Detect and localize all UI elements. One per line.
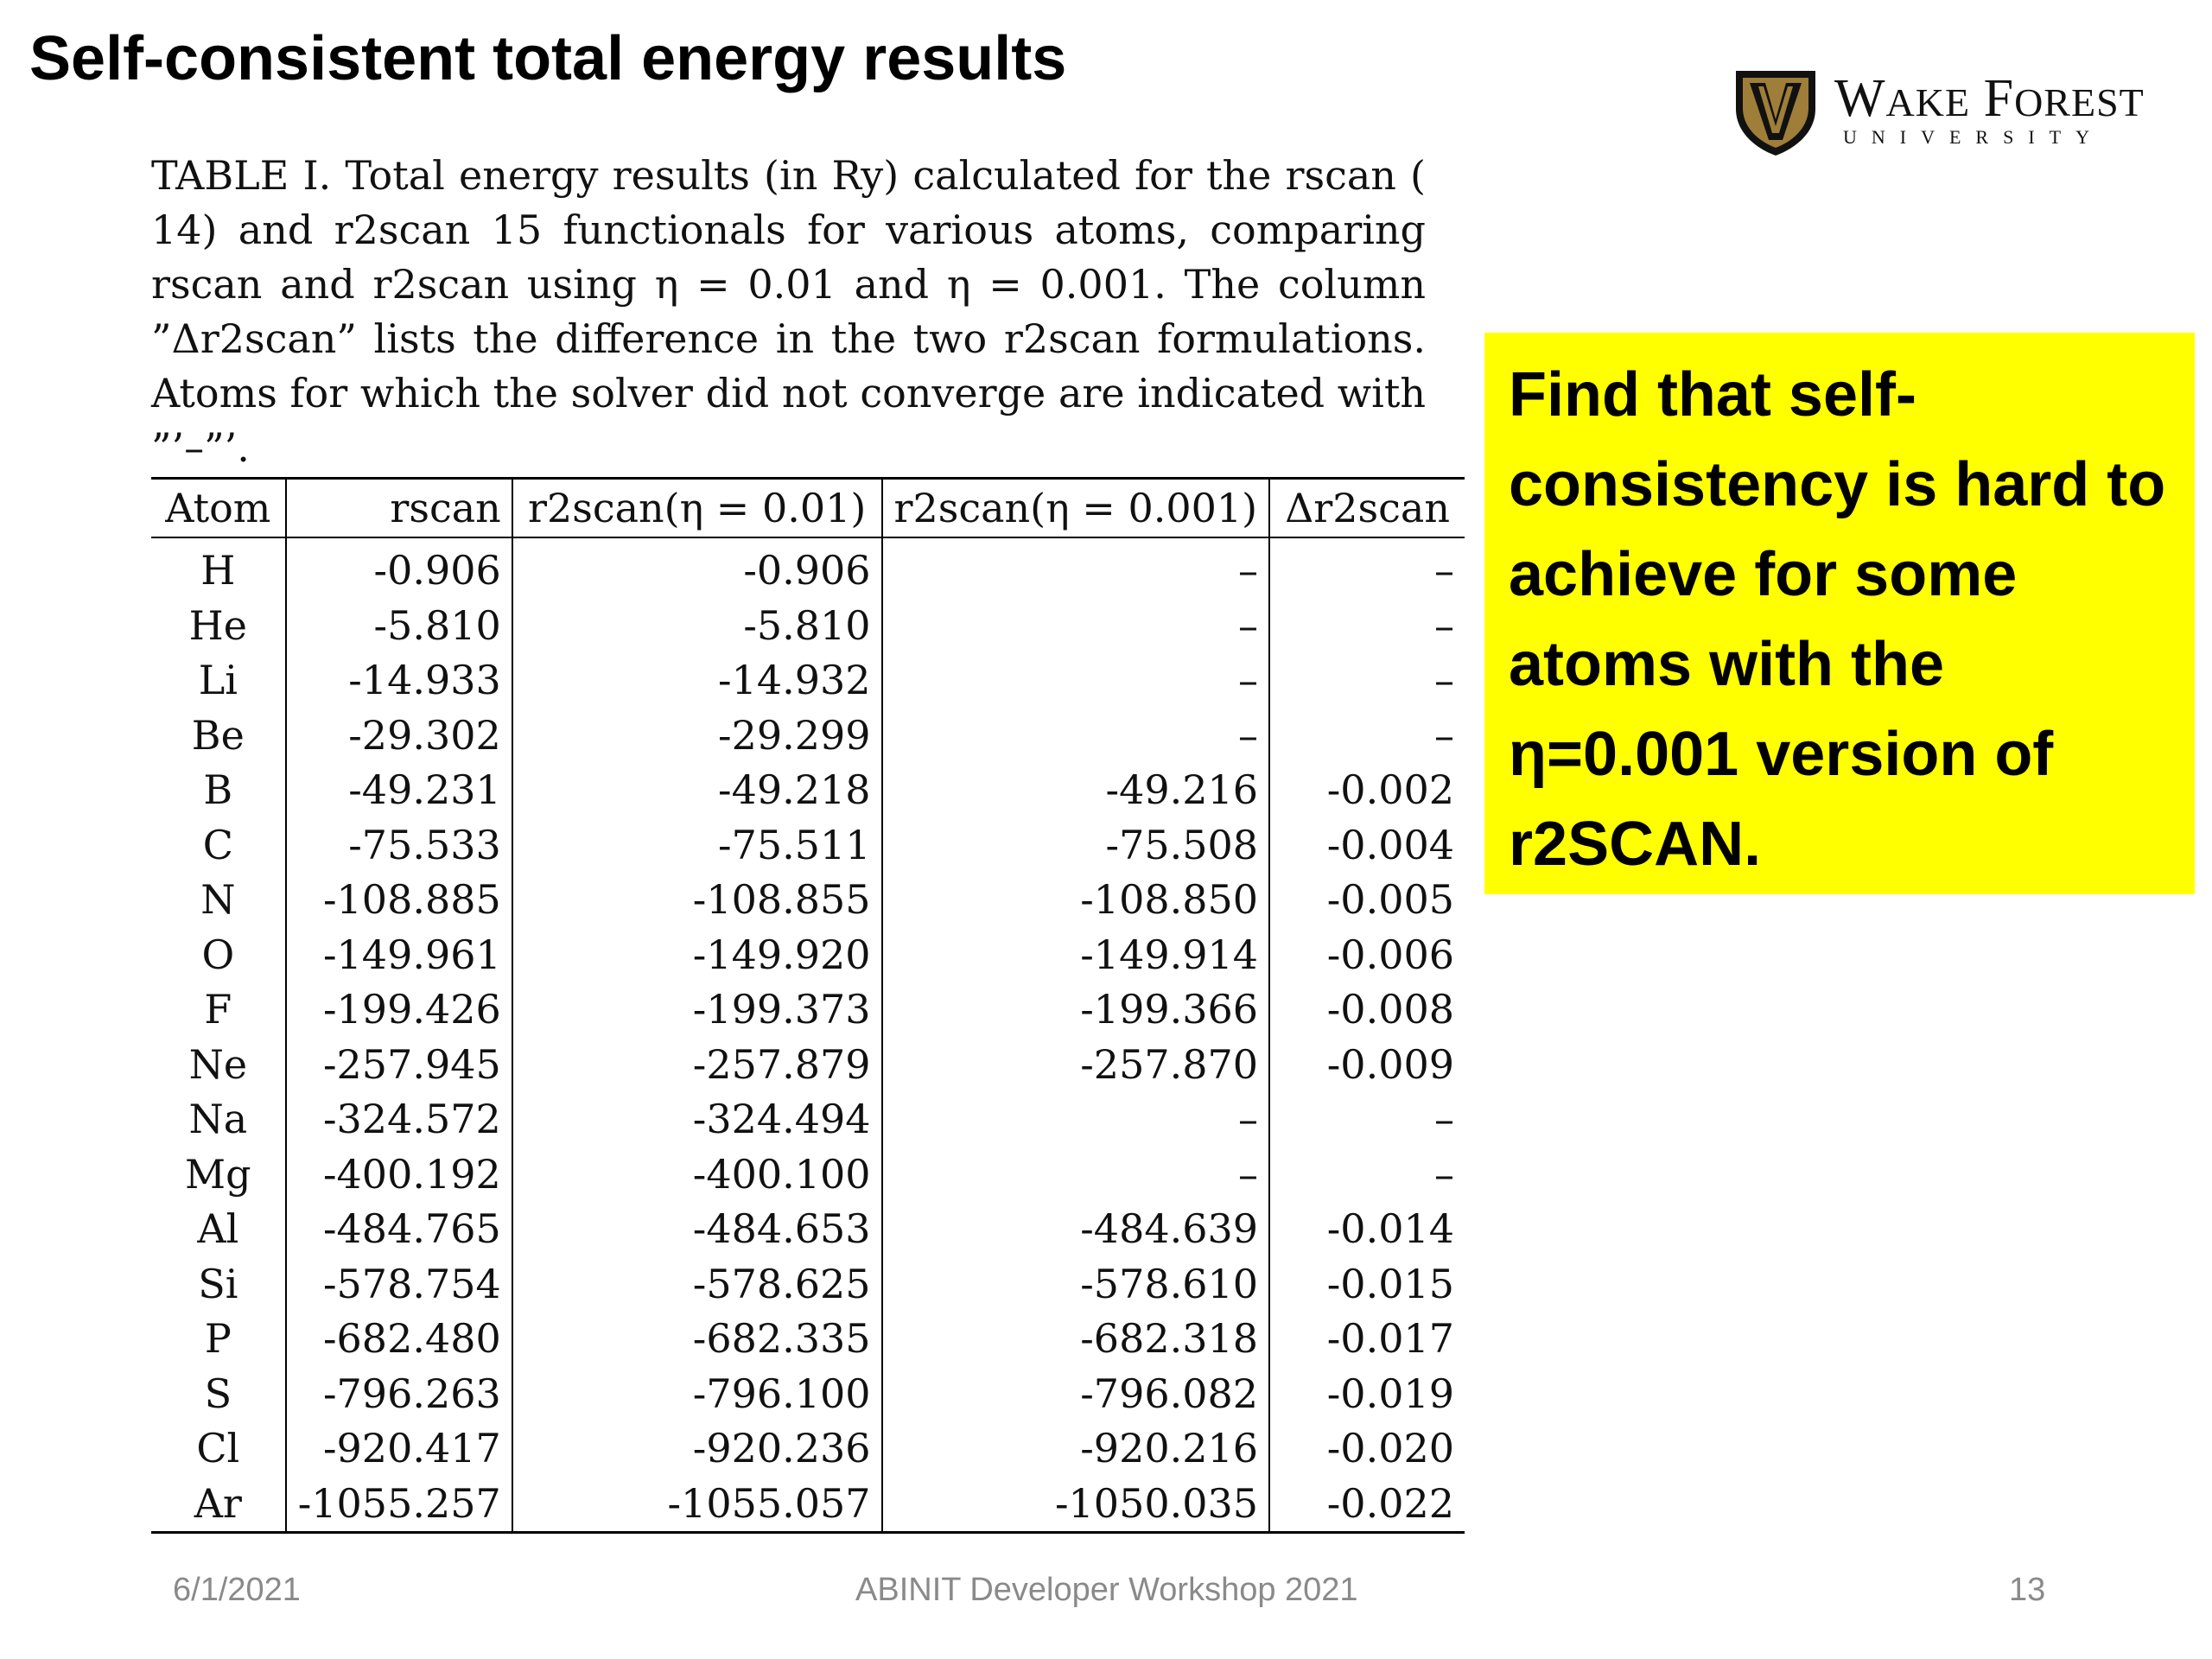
wake-forest-logo — [1732, 67, 2164, 162]
cell-rscan: -149.961 — [286, 928, 512, 983]
cell-delta-r2scan: -0.022 — [1326, 1479, 1454, 1527]
cell-atom: Li — [151, 653, 286, 709]
cell-rscan: -920.417 — [286, 1421, 512, 1477]
footer-date: 6/1/2021 — [173, 1572, 301, 1608]
table-row — [151, 1038, 1465, 1093]
cell-rscan: -578.754 — [286, 1257, 512, 1313]
header-atom: Atom — [151, 479, 286, 538]
table-row — [151, 709, 1465, 764]
cell-atom: Si — [151, 1257, 286, 1313]
cell-r2scan-0001: -149.914 — [882, 928, 1269, 983]
cell-rscan: -1055.257 — [286, 1477, 512, 1533]
cell-r2scan-0001: – — [882, 537, 1269, 599]
cell-delta-r2scan: -0.006 — [1326, 931, 1454, 978]
header-delta-r2scan: Δr2scan — [1269, 479, 1465, 538]
cell-atom: S — [151, 1367, 286, 1422]
cell-r2scan-001: -1055.057 — [512, 1477, 882, 1533]
cell-rscan: -49.231 — [286, 763, 512, 818]
table-row — [151, 763, 1465, 818]
slide-title: Self-consistent total energy results — [29, 24, 1067, 93]
cell-delta-r2scan: -0.017 — [1326, 1315, 1454, 1362]
cell-delta-r2scan: -0.014 — [1326, 1205, 1454, 1252]
cell-r2scan-001: -257.879 — [512, 1038, 882, 1093]
cell-delta-r2scan: -0.005 — [1326, 876, 1454, 923]
table-row — [151, 599, 1465, 654]
cell-delta-r2scan: – — [1434, 657, 1454, 703]
cell-delta-r2scan: – — [1434, 711, 1454, 759]
cell-delta-r2scan: -0.020 — [1326, 1425, 1454, 1471]
cell-r2scan-001: -149.920 — [512, 928, 882, 983]
cell-delta-r2scan: – — [1434, 547, 1454, 594]
cell-delta-r2scan: – — [1434, 1096, 1454, 1142]
cell-r2scan-0001: -796.082 — [882, 1367, 1269, 1422]
cell-delta-r2scan: -0.009 — [1326, 1040, 1454, 1088]
cell-r2scan-0001: -484.639 — [882, 1202, 1269, 1257]
cell-atom: N — [151, 873, 286, 928]
table-row — [151, 1147, 1465, 1203]
table-row — [151, 1257, 1465, 1313]
cell-r2scan-0001: -75.508 — [882, 818, 1269, 874]
cell-atom: P — [151, 1312, 286, 1367]
cell-r2scan-001: -578.625 — [512, 1257, 882, 1313]
table-row — [151, 982, 1465, 1038]
cell-r2scan-001: -199.373 — [512, 982, 882, 1038]
cell-delta-r2scan: -0.002 — [1326, 766, 1454, 813]
table-row — [151, 928, 1465, 983]
cell-rscan: -29.302 — [286, 709, 512, 764]
cell-atom: O — [151, 928, 286, 983]
cell-r2scan-001: -796.100 — [512, 1367, 882, 1422]
table-row — [151, 1312, 1465, 1367]
cell-rscan: -199.426 — [286, 982, 512, 1038]
table-row — [151, 537, 1465, 599]
cell-rscan: -484.765 — [286, 1202, 512, 1257]
shield-logo-icon — [1732, 67, 1819, 157]
table-row — [151, 1367, 1465, 1422]
header-r2scan-0001: r2scan(η = 0.001) — [882, 479, 1269, 538]
cell-r2scan-001: -400.100 — [512, 1147, 882, 1203]
table-row — [151, 1202, 1465, 1257]
cell-atom: He — [151, 599, 286, 654]
cell-r2scan-0001: -682.318 — [882, 1312, 1269, 1367]
cell-atom: Be — [151, 709, 286, 764]
cell-r2scan-0001: -108.850 — [882, 873, 1269, 928]
cell-r2scan-0001: – — [882, 1092, 1269, 1147]
cell-r2scan-0001: -920.216 — [882, 1421, 1269, 1477]
table-body — [151, 537, 1465, 1533]
cell-r2scan-001: -75.511 — [512, 818, 882, 874]
table-row — [151, 1092, 1465, 1147]
cell-delta-r2scan: -0.019 — [1326, 1370, 1454, 1417]
cell-r2scan-0001: – — [882, 653, 1269, 709]
cell-rscan: -0.906 — [286, 537, 512, 599]
cell-rscan: -5.810 — [286, 599, 512, 654]
footer-page-number: 13 — [2009, 1572, 2046, 1608]
footer-title: ABINIT Developer Workshop 2021 — [855, 1572, 1358, 1608]
cell-atom: Al — [151, 1202, 286, 1257]
table-row — [151, 653, 1465, 709]
cell-r2scan-001: -5.810 — [512, 599, 882, 654]
cell-r2scan-0001: -257.870 — [882, 1038, 1269, 1093]
table-row — [151, 873, 1465, 928]
cell-r2scan-0001: -578.610 — [882, 1257, 1269, 1313]
cell-atom: Ar — [151, 1477, 286, 1533]
cell-r2scan-001: -29.299 — [512, 709, 882, 764]
cell-r2scan-001: -14.932 — [512, 653, 882, 709]
cell-rscan: -14.933 — [286, 653, 512, 709]
cell-r2scan-001: -682.335 — [512, 1312, 882, 1367]
cell-r2scan-0001: -199.366 — [882, 982, 1269, 1038]
cell-atom: Ne — [151, 1038, 286, 1093]
cell-r2scan-001: -920.236 — [512, 1421, 882, 1477]
cell-rscan: -257.945 — [286, 1038, 512, 1093]
table-row — [151, 818, 1465, 874]
cell-atom: F — [151, 982, 286, 1038]
cell-delta-r2scan: -0.004 — [1326, 821, 1454, 868]
cell-r2scan-0001: – — [882, 599, 1269, 654]
cell-r2scan-001: -49.218 — [512, 763, 882, 818]
highlight-callout — [1484, 333, 2195, 894]
cell-r2scan-0001: -49.216 — [882, 763, 1269, 818]
cell-atom: B — [151, 763, 286, 818]
cell-atom: Na — [151, 1092, 286, 1147]
table-caption: TABLE I. Total energy results (in Ry) calculated for the rscan ( 14) and r2scan 15 functionals for various atoms, comparing rscan and r2scan using η = 0.01 and η = 0.001. The column ”Δr2scan” lists the difference in the two r2scan formulations. Atoms for which the solver did not converge are indicated with ”’–”’. — [151, 152, 1426, 471]
table-header-row — [151, 479, 1465, 538]
cell-r2scan-001: -324.494 — [512, 1092, 882, 1147]
cell-r2scan-0001: – — [882, 709, 1269, 764]
cell-r2scan-001: -0.906 — [512, 537, 882, 599]
cell-delta-r2scan: -0.008 — [1326, 986, 1454, 1033]
header-r2scan-001: r2scan(η = 0.01) — [512, 479, 882, 538]
cell-rscan: -682.480 — [286, 1312, 512, 1367]
header-rscan: rscan — [286, 479, 512, 538]
cell-r2scan-0001: – — [882, 1147, 1269, 1203]
logo-wordmark: WAKE FOREST — [1834, 69, 2145, 128]
cell-rscan: -796.263 — [286, 1367, 512, 1422]
cell-delta-r2scan: – — [1434, 601, 1454, 649]
cell-r2scan-001: -108.855 — [512, 873, 882, 928]
cell-delta-r2scan: – — [1434, 1150, 1454, 1198]
table-row — [151, 1421, 1465, 1477]
cell-rscan: -75.533 — [286, 818, 512, 874]
cell-r2scan-0001: -1050.035 — [882, 1477, 1269, 1533]
callout-text: Find that self-consistency is hard to achieve for some atoms with the η=0.001 version of r2SCAN. — [1509, 360, 2166, 879]
table-row — [151, 1477, 1465, 1533]
cell-atom: Mg — [151, 1147, 286, 1203]
cell-delta-r2scan: -0.015 — [1326, 1260, 1454, 1307]
cell-atom: C — [151, 818, 286, 874]
cell-atom: H — [151, 537, 286, 599]
energy-table — [151, 477, 1465, 1534]
cell-rscan: -400.192 — [286, 1147, 512, 1203]
cell-r2scan-001: -484.653 — [512, 1202, 882, 1257]
cell-rscan: -324.572 — [286, 1092, 512, 1147]
logo-subtitle: UNIVERSITY — [1843, 126, 2104, 148]
cell-rscan: -108.885 — [286, 873, 512, 928]
cell-atom: Cl — [151, 1421, 286, 1477]
